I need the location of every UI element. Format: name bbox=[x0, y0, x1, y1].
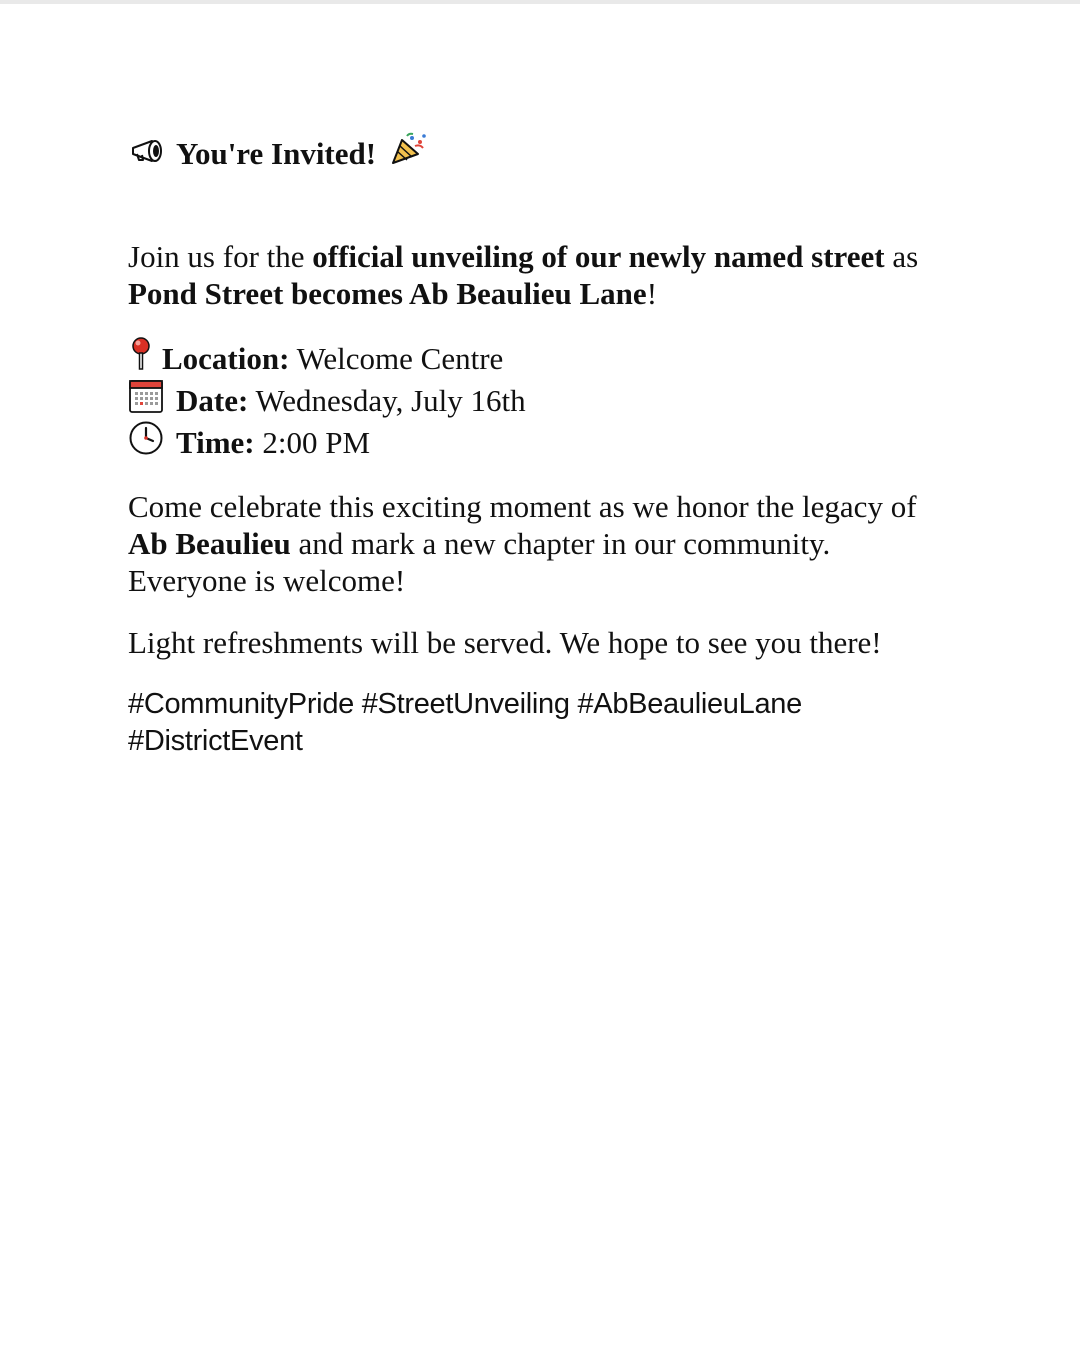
intro-bold-street-change: Pond Street becomes Ab Beaulieu Lane bbox=[128, 276, 647, 311]
location-value: Welcome Centre bbox=[289, 340, 504, 376]
time-value: 2:00 PM bbox=[254, 424, 371, 460]
celebrate-bold-name: Ab Beaulieu bbox=[128, 526, 291, 561]
hashtags bbox=[128, 686, 958, 760]
clock-icon bbox=[128, 420, 164, 464]
document-page bbox=[0, 4, 1080, 1348]
celebrate-paragraph bbox=[128, 488, 958, 599]
detail-time bbox=[128, 421, 958, 463]
calendar-icon bbox=[128, 378, 164, 422]
intro-text-start: Join us for the bbox=[128, 239, 313, 274]
intro-paragraph bbox=[128, 238, 958, 312]
celebrate-welcome: Everyone is welcome! bbox=[128, 563, 406, 598]
celebrate-text-start: Come celebrate this exciting moment as we honor the legacy of bbox=[128, 489, 917, 524]
party-popper-icon bbox=[390, 132, 428, 176]
intro-bold-unveiling: official unveiling of our newly named street bbox=[312, 239, 885, 274]
date-value: Wednesday, July 16th bbox=[248, 382, 526, 418]
event-details bbox=[128, 337, 958, 463]
time-label: Time: bbox=[176, 424, 255, 460]
invite-title: You're Invited! bbox=[176, 136, 377, 171]
megaphone-icon bbox=[130, 134, 166, 174]
pushpin-icon bbox=[128, 336, 154, 380]
post-content bbox=[128, 132, 958, 760]
celebrate-text-end: and mark a new chapter in our community. bbox=[290, 526, 831, 561]
intro-text-end: ! bbox=[646, 276, 658, 311]
invite-heading bbox=[130, 132, 958, 176]
date-label: Date: bbox=[176, 382, 249, 418]
hashtags-line-2: #DistrictEvent bbox=[128, 725, 303, 757]
refreshments-paragraph: Light refreshments will be served. We hope to see you there! bbox=[128, 625, 882, 660]
intro-text-mid: as bbox=[884, 239, 919, 274]
hashtags-line-1: #CommunityPride #StreetUnveiling #AbBeaulieuLane bbox=[128, 688, 802, 720]
detail-date bbox=[128, 379, 958, 421]
location-label: Location: bbox=[162, 340, 290, 376]
detail-location bbox=[128, 337, 958, 379]
